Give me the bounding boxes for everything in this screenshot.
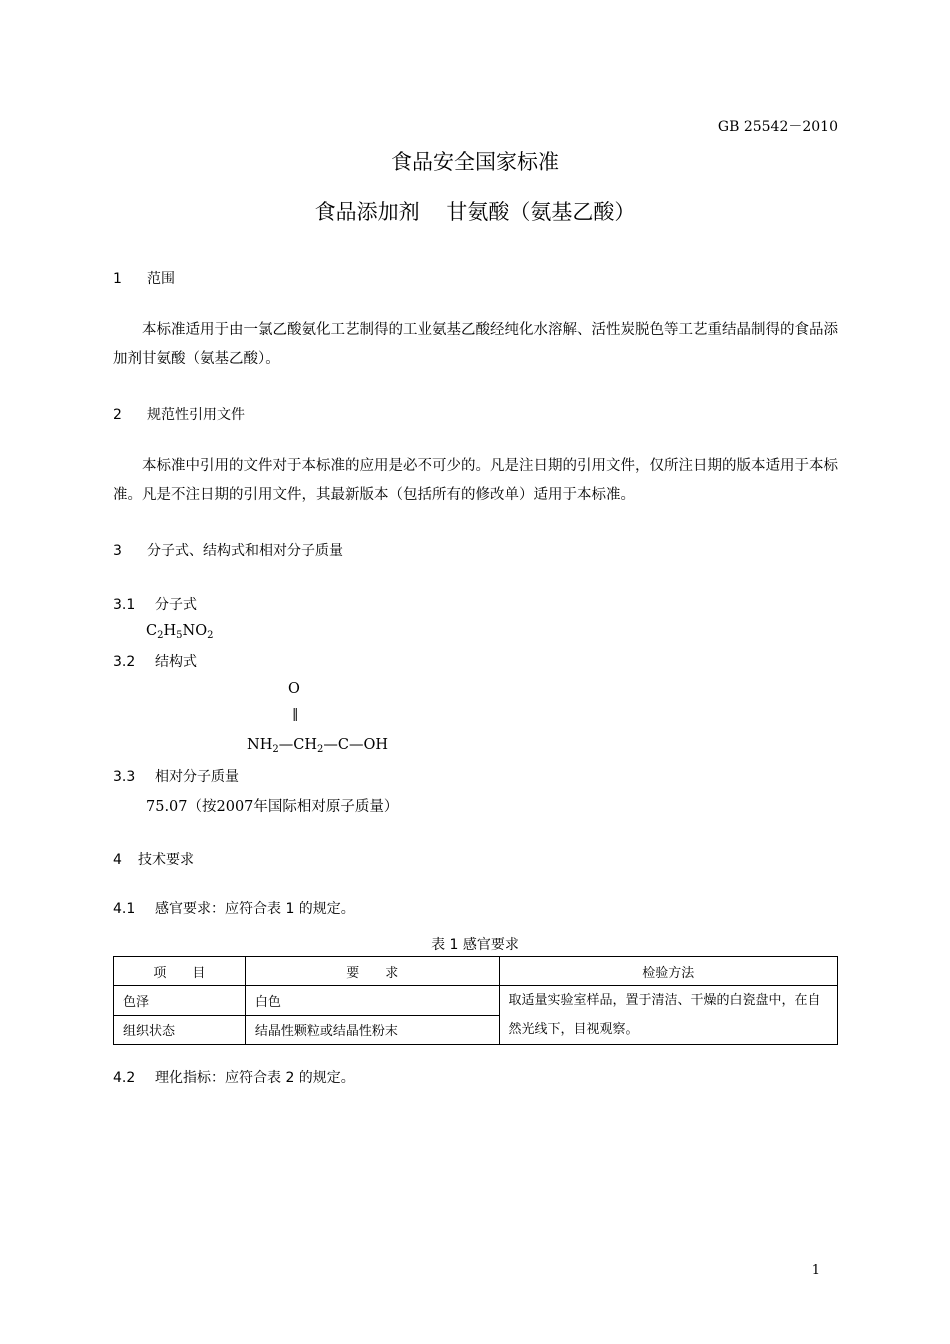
section-4-heading xyxy=(113,849,194,869)
page-number: 1 xyxy=(811,1263,820,1278)
section-number: 3.3 xyxy=(113,769,136,785)
section-3-1-heading xyxy=(113,594,197,614)
section-title: 技术要求 xyxy=(138,852,194,868)
structure-double-bond: ‖ xyxy=(292,707,299,722)
document-subtitle: 食品添加剂 甘氨酸（氨基乙酸） xyxy=(314,200,636,224)
section-1-heading xyxy=(113,268,175,288)
molecular-formula: $C_2H_5NO_2$ xyxy=(146,623,214,641)
paragraph-text: 本标准中引用的文件对于本标准的应用是必不可少的。凡是注日期的引用文件，仅所注日期的版本适用于本标准。凡是不注日期的引用文件，其最新版本（包括所有的修改单）适用于本标准。 xyxy=(113,458,838,503)
section-number: 1 xyxy=(113,271,122,287)
section-3-heading xyxy=(113,540,343,560)
section-number: 3.1 xyxy=(113,597,136,613)
section-title: 感官要求：应符合表 1 的规定。 xyxy=(155,901,355,917)
table-row xyxy=(114,986,838,1016)
sensory-requirements-table xyxy=(113,956,838,1045)
section-number: 3 xyxy=(113,543,122,559)
section-number: 4 xyxy=(113,852,122,868)
section-title: 结构式 xyxy=(155,654,197,670)
table-cell-requirement: 白色 xyxy=(245,986,499,1016)
section-3-3-heading xyxy=(113,766,239,786)
section-number: 2 xyxy=(113,407,122,423)
paragraph-text: 本标准适用于由一氯乙酸氨化工艺制得的工业氨基乙酸经纯化水溶解、活性炭脱色等工艺重结晶制得的食品添加剂甘氨酸（氨基乙酸）。 xyxy=(113,322,838,367)
section-title: 规范性引用文件 xyxy=(147,407,245,423)
document-title: 食品安全国家标准 xyxy=(391,150,559,174)
section-2-heading xyxy=(113,404,245,424)
standard-number: GB 25542－2010 xyxy=(717,119,838,135)
table-cell-item: 组织状态 xyxy=(114,1015,246,1045)
section-title: 范围 xyxy=(147,271,175,287)
relative-molecular-mass: 75.07（按2007年国际相对原子质量） xyxy=(146,799,399,815)
column-header-requirement: 要 求 xyxy=(245,957,499,986)
table-cell-requirement: 结晶性颗粒或结晶性粉末 xyxy=(245,1015,499,1045)
section-number: 3.2 xyxy=(113,654,136,670)
section-title: 相对分子质量 xyxy=(155,769,239,785)
section-2-paragraph xyxy=(113,452,838,510)
section-1-paragraph xyxy=(113,316,838,374)
structure-oxygen-atom: O xyxy=(288,681,300,697)
column-header-method: 检验方法 xyxy=(499,957,837,986)
section-3-2-heading xyxy=(113,651,197,671)
section-title: 理化指标：应符合表 2 的规定。 xyxy=(155,1070,355,1086)
table-cell-item: 色泽 xyxy=(114,986,246,1016)
section-4-1-heading xyxy=(113,898,355,918)
column-header-item: 项 目 xyxy=(114,957,246,986)
section-title: 分子式 xyxy=(155,597,197,613)
table-cell-method: 取适量实验室样品，置于清洁、干燥的白瓷盘中，在自然光线下，目视观察。 xyxy=(499,986,837,1045)
section-number: 4.1 xyxy=(113,901,136,917)
section-title: 分子式、结构式和相对分子质量 xyxy=(147,543,343,559)
section-4-2-heading xyxy=(113,1067,355,1087)
structural-formula-chain: $NH_2—CH_2—C—OH$ xyxy=(247,737,388,755)
table-header-row xyxy=(114,957,838,986)
section-number: 4.2 xyxy=(113,1070,136,1086)
table-1-caption: 表 1 感官要求 xyxy=(431,937,519,953)
